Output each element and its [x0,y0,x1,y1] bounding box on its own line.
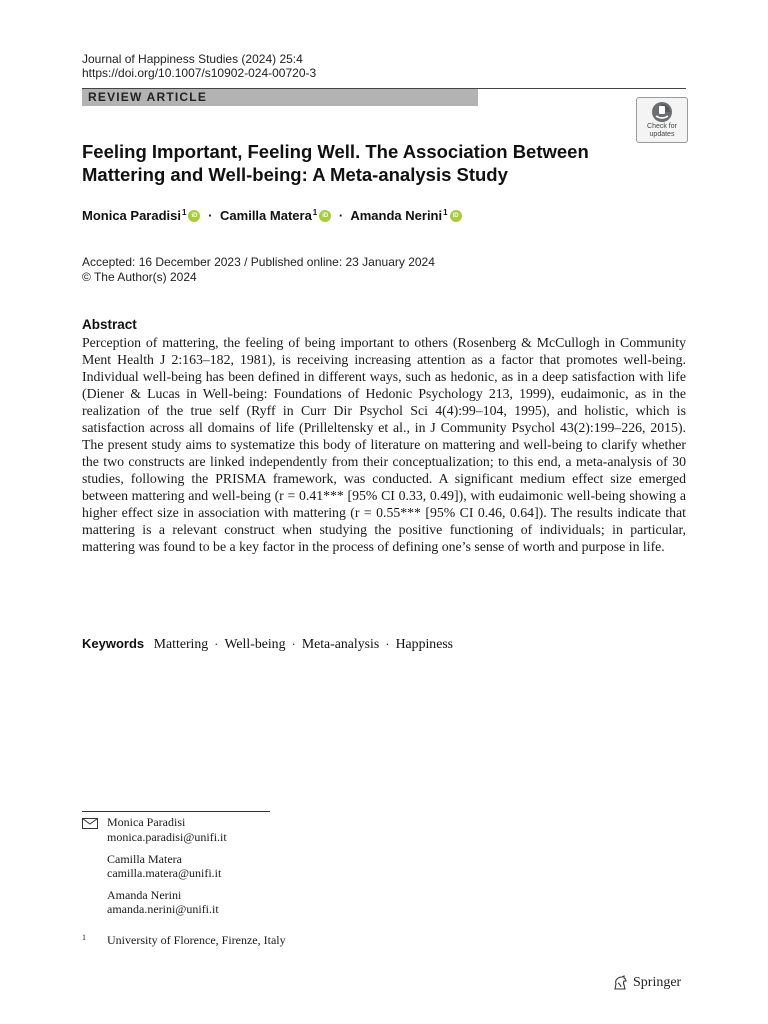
envelope-icon [82,818,98,829]
copyright-line: © The Author(s) 2024 [82,270,197,284]
footnote-rule [82,811,270,812]
keyword: Happiness [395,636,454,651]
author-separator: · [338,208,344,223]
contact-name: Monica Paradisi [107,815,186,829]
article-title: Feeling Important, Feeling Well. The Association Between Mattering and Well-being: A Meta-analysis Study [82,141,589,185]
check-updates-text: Check for updates [647,123,677,138]
affiliation-text: University of Florence, Firenze, Italy [107,933,286,947]
keyword: Mattering [153,636,209,651]
author-name: Camilla Matera [220,208,312,223]
keyword-separator: · [291,636,296,651]
orcid-icon[interactable] [450,210,462,222]
contact-email[interactable]: amanda.nerini@unifi.it [107,902,219,916]
keywords-label: Keywords [82,636,145,651]
orcid-icon[interactable] [319,210,331,222]
author-separator: · [208,208,213,223]
author-affiliation-mark: 1 [312,208,318,217]
orcid-icon[interactable] [188,210,200,222]
publication-dates [82,255,435,285]
accepted-published-line: Accepted: 16 December 2023 / Published online: 23 January 2024 [82,255,435,269]
abstract-heading: Abstract [82,317,137,332]
contact-email[interactable]: camilla.matera@unifi.it [107,866,222,880]
contact-email[interactable]: monica.paradisi@unifi.it [107,830,227,844]
journal-citation: Journal of Happiness Studies (2024) 25:4 [82,52,303,66]
author-name: Amanda Nerini [350,208,443,223]
keywords-line [82,636,453,652]
author-name: Monica Paradisi [82,208,181,223]
affiliation-number: 1 [82,933,86,942]
journal-header [82,52,316,80]
publisher-name: Springer [633,975,682,990]
check-for-updates-badge[interactable] [636,97,688,143]
doi-link[interactable]: https://doi.org/10.1007/s10902-024-00720-3 [82,66,317,80]
author-list [82,208,462,223]
article-type-label: REVIEW ARTICLE [82,89,478,106]
keyword: Meta-analysis [301,636,380,651]
crossmark-icon [651,101,673,123]
author-affiliation-mark: 1 [181,208,187,217]
keyword: Well-being [224,636,286,651]
abstract-text: Perception of mattering, the feeling of being important to others (Rosenberg & McCullogh in Community Ment Health J 2:163–182, 1981), is receiving increasing attention as a factor that promotes well-being. Individual well-being has been defined in different ways, such as hedonic, as in a deep satisfaction with life (Diener & Lucas in Well-being: Foundations of Hedonic Psychology 213, 1999), eudaimonic, as in the realization of the true self (Ryff in Curr Dir Psychol Sci 4(4):99–104, 1995), and holistic, which is satisfaction across all domains of life (Prilleltensky et al., in J Community Psychol 43(2):199–226, 2015). The present study aims to systematize this body of literature on mattering and well-being to clarify whether the two constructs are linked independently from their conceptualization; to this end, a meta-analysis of 30 studies, following the PRISMA framework, was conducted. A significant medium effect size emerged between mattering and well-being (r = 0.41*** [95% CI 0.33, 0.49]), with eudaimonic well-being showing a higher effect size in association with mattering (r = 0.55*** [95% CI 0.46, 0.64]). The results indicate that mattering is a relevant construct when studying the positive functioning of individuals; in particular, mattering was found to be a key factor in the process of defining one’s sense of worth and purpose in life. [82,335,686,554]
contact-name: Camilla Matera [107,852,182,866]
keyword-separator: · [214,636,219,651]
springer-horse-icon [612,975,628,991]
contact-name: Amanda Nerini [107,888,182,902]
publisher-logo [612,975,681,991]
keyword-separator: · [385,636,390,651]
author-affiliation-mark: 1 [443,208,448,217]
